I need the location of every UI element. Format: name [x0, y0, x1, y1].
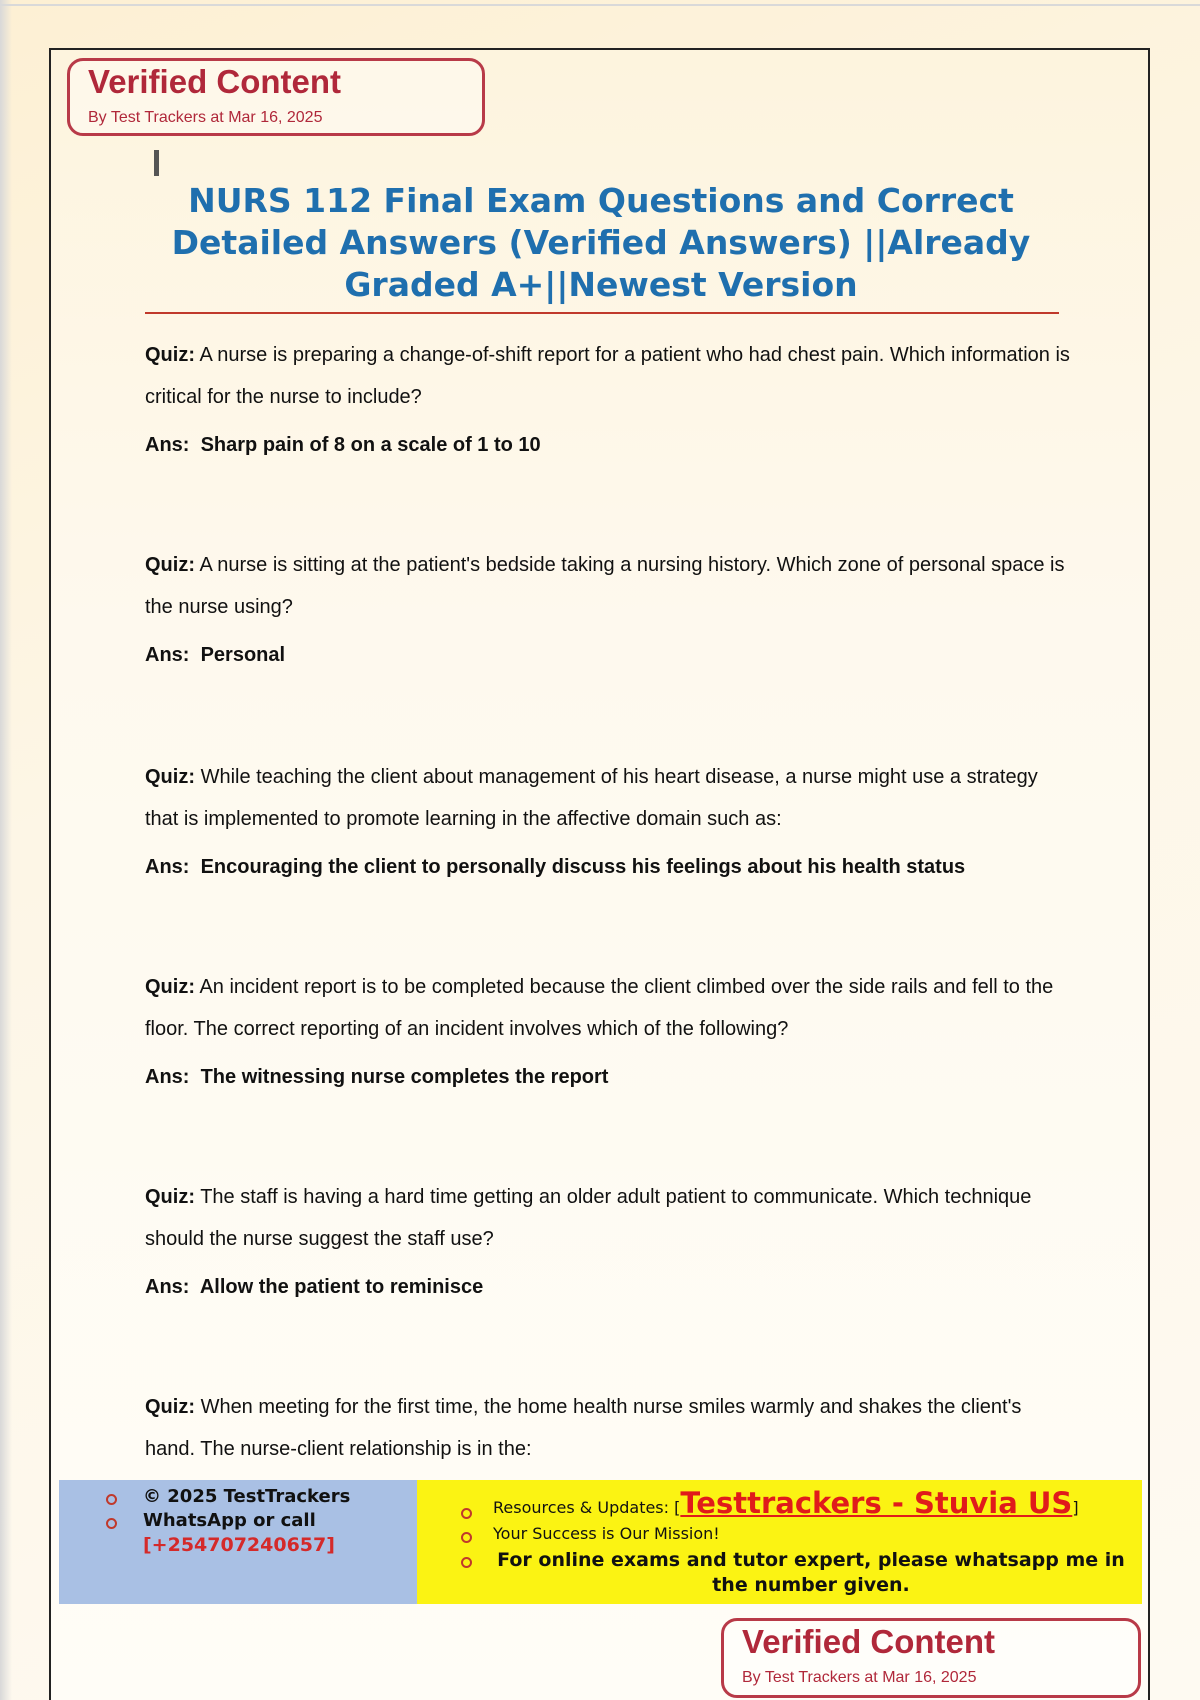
- quiz-label: Quiz:: [145, 1396, 195, 1418]
- quiz-answer: [145, 430, 1075, 460]
- answer-label: Ans:: [145, 856, 190, 878]
- quiz-answer: [145, 1062, 1075, 1092]
- stamp-subtitle: By Test Trackers at Mar 16, 2025: [88, 109, 323, 126]
- question-text: While teaching the client about management of his heart disease, a nurse might use a strategy that is implemented to promote learning in the affective domain such as:: [145, 766, 1038, 830]
- quiz-label: Quiz:: [145, 554, 195, 576]
- quiz-item-3: [145, 756, 1075, 882]
- answer-text: The witnessing nurse completes the report: [200, 1066, 609, 1088]
- footer-resources-line: [493, 1486, 1079, 1520]
- footer-resources-panel: [417, 1480, 1142, 1604]
- quiz-question: [145, 544, 1075, 628]
- title-underline: [145, 312, 1059, 314]
- footer-tutor-note: For online exams and tutor expert, please whatsapp me in the number given.: [497, 1549, 1125, 1596]
- footer-mission: Your Success is Our Mission!: [493, 1524, 720, 1543]
- verified-content-stamp-top: [67, 58, 485, 136]
- resources-close-bracket: ]: [1072, 1498, 1079, 1517]
- stamp-subtitle: By Test Trackers at Mar 16, 2025: [742, 1669, 977, 1686]
- bullet-icon: [106, 1518, 117, 1529]
- bullet-icon: [461, 1532, 472, 1543]
- answer-text: Sharp pain of 8 on a scale of 1 to 10: [200, 434, 541, 456]
- quiz-item-2: [145, 544, 1075, 670]
- bullet-icon: [461, 1557, 472, 1568]
- stuvia-store-link[interactable]: Testtrackers - Stuvia US: [680, 1486, 1073, 1520]
- question-text: The staff is having a hard time getting an older adult patient to communicate. Which technique should the nurse suggest the staff use?: [145, 1186, 1032, 1250]
- quiz-question: [145, 756, 1075, 840]
- question-text: A nurse is sitting at the patient's bedside taking a nursing history. Which zone of personal space is the nurse using?: [145, 554, 1065, 618]
- quiz-answer: [145, 640, 1075, 670]
- answer-text: Allow the patient to reminisce: [199, 1276, 484, 1298]
- quiz-item-5: [145, 1176, 1075, 1302]
- question-text: When meeting for the first time, the home health nurse smiles warmly and shakes the client's hand. The nurse-client relationship is in the:: [145, 1396, 1022, 1460]
- bullet-icon: [106, 1494, 117, 1505]
- quiz-label: Quiz:: [145, 1186, 195, 1208]
- quiz-answer: [145, 852, 1075, 882]
- page-edge-shadow: [0, 0, 12, 1700]
- stamp-title: Verified Content: [742, 1623, 996, 1660]
- footer-contact-panel: [59, 1480, 417, 1604]
- answer-text: Personal: [200, 644, 286, 666]
- text-cursor-icon: [154, 150, 159, 176]
- quiz-item-1: [145, 334, 1075, 460]
- quiz-question: [145, 334, 1075, 418]
- footer-copyright: © 2025 TestTrackers: [143, 1486, 351, 1507]
- quiz-question: [145, 966, 1075, 1050]
- verified-content-stamp-bottom: [721, 1618, 1141, 1698]
- quiz-answer: [145, 1272, 1075, 1302]
- quiz-item-6: [145, 1386, 1075, 1470]
- quiz-label: Quiz:: [145, 766, 195, 788]
- quiz-question: [145, 1176, 1075, 1260]
- answer-text: Encouraging the client to personally discuss his feelings about his health status: [200, 856, 966, 878]
- answer-label: Ans:: [145, 1066, 190, 1088]
- viewer-top-border: [0, 4, 1200, 6]
- answer-label: Ans:: [145, 644, 190, 666]
- quiz-question: [145, 1386, 1075, 1470]
- document-page: [49, 48, 1150, 1700]
- bullet-icon: [461, 1508, 472, 1519]
- footer-phone-number[interactable]: [+254707240657]: [143, 1534, 335, 1556]
- footer-whatsapp-label: WhatsApp or call: [143, 1510, 316, 1531]
- quiz-item-4: [145, 966, 1075, 1092]
- question-text: An incident report is to be completed because the client climbed over the side rails and fell to the floor. The correct reporting of an incident involves which of the following?: [145, 976, 1054, 1040]
- document-title: NURS 112 Final Exam Questions and Correct Detailed Answers (Verified Answers) ||Already Graded A+||Newest Version: [171, 181, 1031, 304]
- resources-label: Resources & Updates: [: [493, 1498, 681, 1517]
- question-text: A nurse is preparing a change-of-shift report for a patient who had chest pain. Which information is critical for the nurse to include?: [145, 344, 1070, 408]
- answer-label: Ans:: [145, 434, 190, 456]
- answer-label: Ans:: [145, 1276, 190, 1298]
- stamp-title: Verified Content: [88, 63, 342, 100]
- quiz-label: Quiz:: [145, 344, 195, 366]
- quiz-label: Quiz:: [145, 976, 195, 998]
